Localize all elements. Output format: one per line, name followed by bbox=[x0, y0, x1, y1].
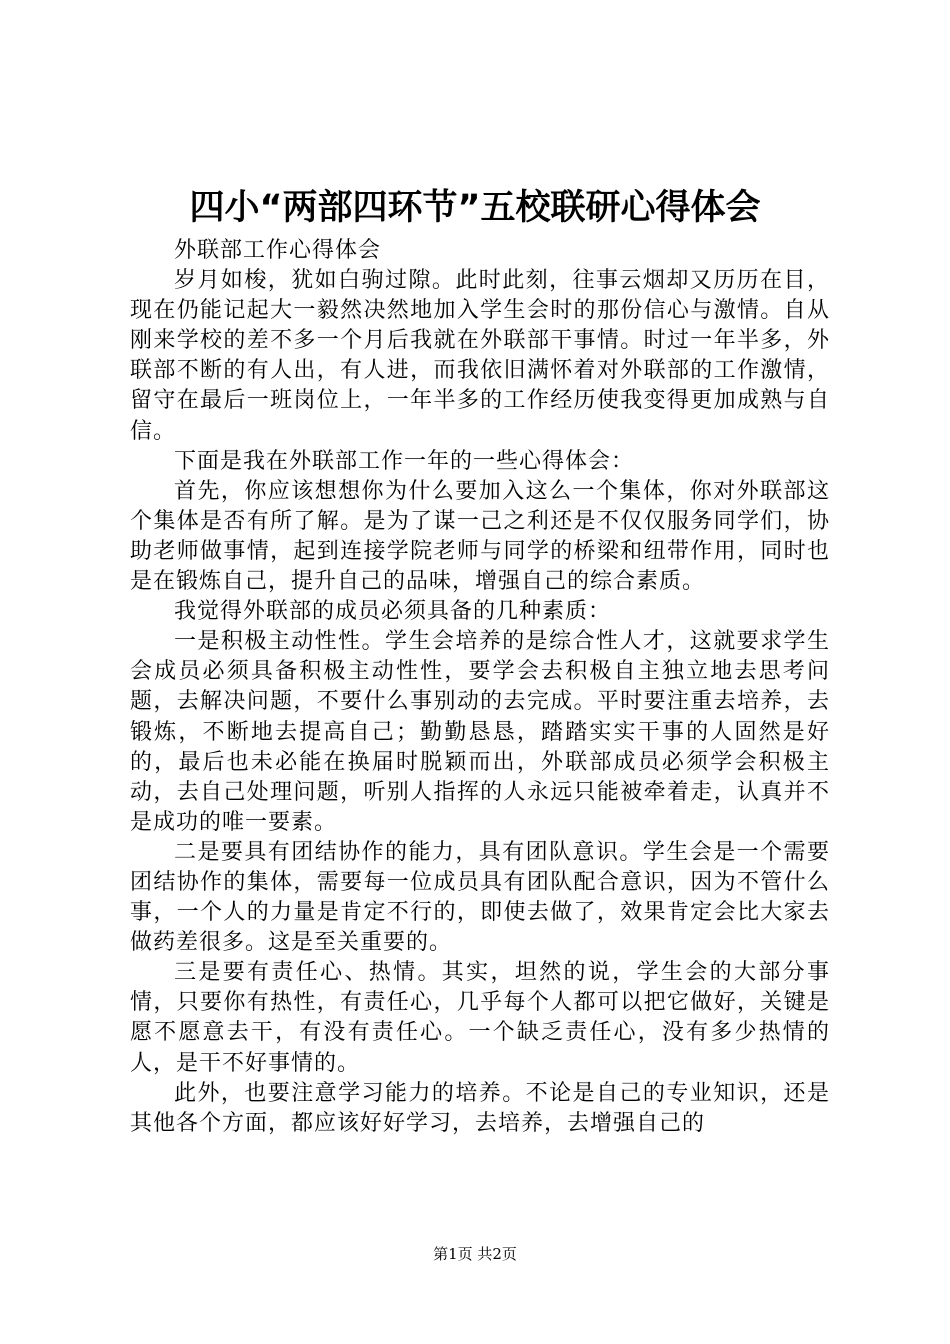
body-paragraph: 下面是我在外联部工作一年的一些心得体会： bbox=[174, 448, 635, 474]
page-number-footer: 第1页 共2页 bbox=[433, 1245, 517, 1263]
body-paragraph: 我觉得外联部的成员必须具备的几种素质： bbox=[174, 599, 612, 625]
document-body bbox=[130, 236, 830, 1139]
body-paragraph: 一是积极主动性性。学生会培养的是综合性人才，这就要求学生会成员必须具备积极主动性性，要学会去积极自主独立地去思考问题，去解决问题，不要什么事别动的去完成。平时要注重去培养，去锻炼，不断地去提高自己；勤勤恳恳，踏踏实实干事的人固然是好的，最后也未必能在换届时脱颖而出，外联部成员必须学会积极主动，去自己处理问题，听别人指挥的人永远只能被牵着走，认真并不是成功的唯一要素。 bbox=[130, 629, 830, 835]
subtitle-paragraph: 外联部工作心得体会 bbox=[174, 238, 382, 263]
body-paragraph: 二是要具有团结协作的能力，具有团队意识。学生会是一个需要团结协作的集体，需要每一位成员具有团队配合意识，因为不管什么事，一个人的力量是肯定不行的，即使去做了，效果肯定会比大家去做药差很多。这是至关重要的。 bbox=[130, 839, 830, 956]
document-title: 四小“两部四环节”五校联研心得体会 bbox=[189, 188, 761, 228]
body-paragraph: 三是要有责任心、热情。其实，坦然的说，学生会的大部分事情，只要你有热性，有责任心，几乎每个人都可以把它做好，关键是愿不愿意去干，有没有责任心。一个缺乏责任心，没有多少热情的人，是干不好事情的。 bbox=[130, 960, 830, 1076]
body-paragraph: 此外，也要注意学习能力的培养。不论是自己的专业知识，还是其他各个方面，都应该好好学习，去培养，去增强自己的 bbox=[130, 1080, 830, 1136]
body-paragraph: 首先，你应该想想你为什么要加入这么一个集体，你对外联部这个集体是否有所了解。是为了谋一己之利还是不仅仅服务同学们，协助老师做事情，起到连接学院老师与同学的桥梁和纽带作用，同时也是在锻炼自己，提升自己的品味，增强自己的综合素质。 bbox=[130, 478, 830, 595]
body-paragraph: 岁月如梭，犹如白驹过隙。此时此刻，往事云烟却又历历在目，现在仍能记起大一毅然决然地加入学生会时的那份信心与激情。自从刚来学校的差不多一个月后我就在外联部干事情。时过一年半多，外联部不断的有人出，有人进，而我依旧满怀着对外联部的工作激情，留守在最后一班岗位上，一年半多的工作经历使我变得更加成熟与自信。 bbox=[130, 268, 830, 444]
